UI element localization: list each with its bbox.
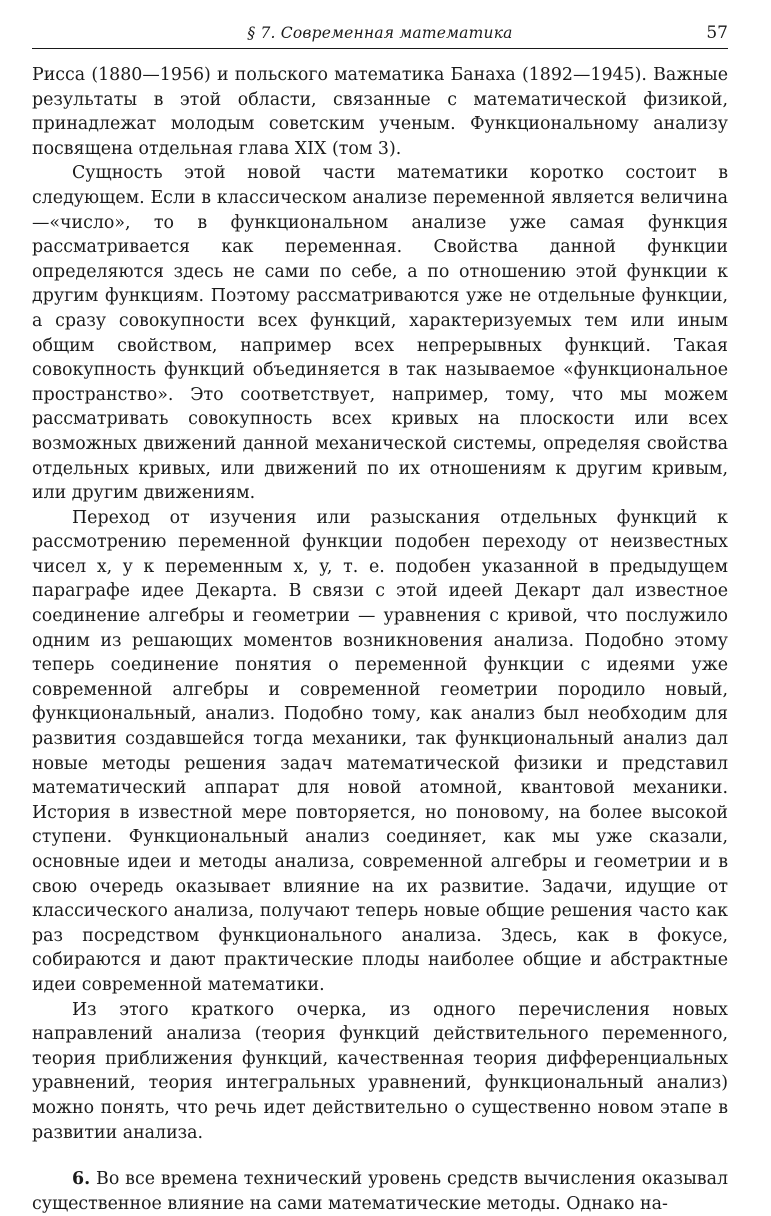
paragraph-1: Рисса (1880—1956) и польского математика Банаха (1892—1945). Важные результаты в этой области, связанные с математической физикой, принадлежат молодым советским ученым. Функциональному анализу посвящена отдельная глава XIX (том 3). (32, 65, 728, 159)
page-number: 57 (706, 23, 728, 43)
section-number: 6. (72, 1169, 91, 1190)
paragraph-2: Сущность этой новой части математики коротко состоит в следующем. Если в классическом анализе переменной является величина —«число», то в функциональном анализе уже самая функция рассматривается как переменная. Свойства данной функции определяются здесь не сами по себе, а по отношению этой функции к другим функциям. Поэтому рассматриваются уже не отдельные функции, а сразу совокупности всех функций, характеризуемых тем или иным общим свойством, например всех непрерывных функций. Такая совокупность функций объединяется в так называемое «функциональное пространство». Это соответствует, например, тому, что мы можем рассматривать совокупность всех кривых на плоскости или всех возможных движений данной механической системы, определяя свойства отдельных кривых, или движений по их отношениям к другим кривым, или другим движениям. (32, 163, 728, 504)
body-text (32, 63, 728, 1216)
page (32, 18, 728, 1216)
section-6-paragraph (32, 1167, 728, 1216)
running-header (32, 18, 728, 49)
paragraph-4: Из этого краткого очерка, из одного перечисления новых направлений анализа (теория функций действительного переменного, теория приближения функций, качественная теория дифференциальных уравнений, теория интегральных уравнений, функциональный анализ) можно понять, что речь идет действительно о существенно новом этапе в развитии анализа. (32, 999, 728, 1143)
paragraph-3: Переход от изучения или разыскания отдельных функций к рассмотрению переменной функции подобен переходу от неизвестных чисел x, y к переменным x, y, т. е. подобен указанной в предыдущем параграфе идее Декарта. В связи с этой идеей Декарт дал известное соединение алгебры и геометрии — уравнения с кривой, что послужило одним из решающих моментов возникновения анализа. Подобно этому теперь соединение понятия о переменной функции с идеями уже современной алгебры и современной геометрии породило новый, функциональный, анализ. Подобно тому, как анализ был необходим для развития создавшейся тогда механики, так функциональный анализ дал новые методы решения задач математической физики и представил математический аппарат для новой атомной, квантовой механики. История в известной мере повторяется, но поновому, на более высокой ступени. Функциональный анализ соединяет, как мы уже сказали, основные идеи и методы анализа, современной алгебры и геометрии и в свою очередь оказывает влияние на их развитие. Задачи, идущие от классического анализа, получают теперь новые общие решения часто как раз посредством функционального анализа. Здесь, как в фокусе, собираются и дают практические плоды наиболее общие и абстрактные идеи современной математики. (32, 507, 728, 995)
section-6-text: Во все времена технический уровень средств вычисления оказывал существенное влияние на сами математические методы. Однако на- (32, 1169, 728, 1214)
header-title: § 7. Современная математика (247, 24, 513, 42)
